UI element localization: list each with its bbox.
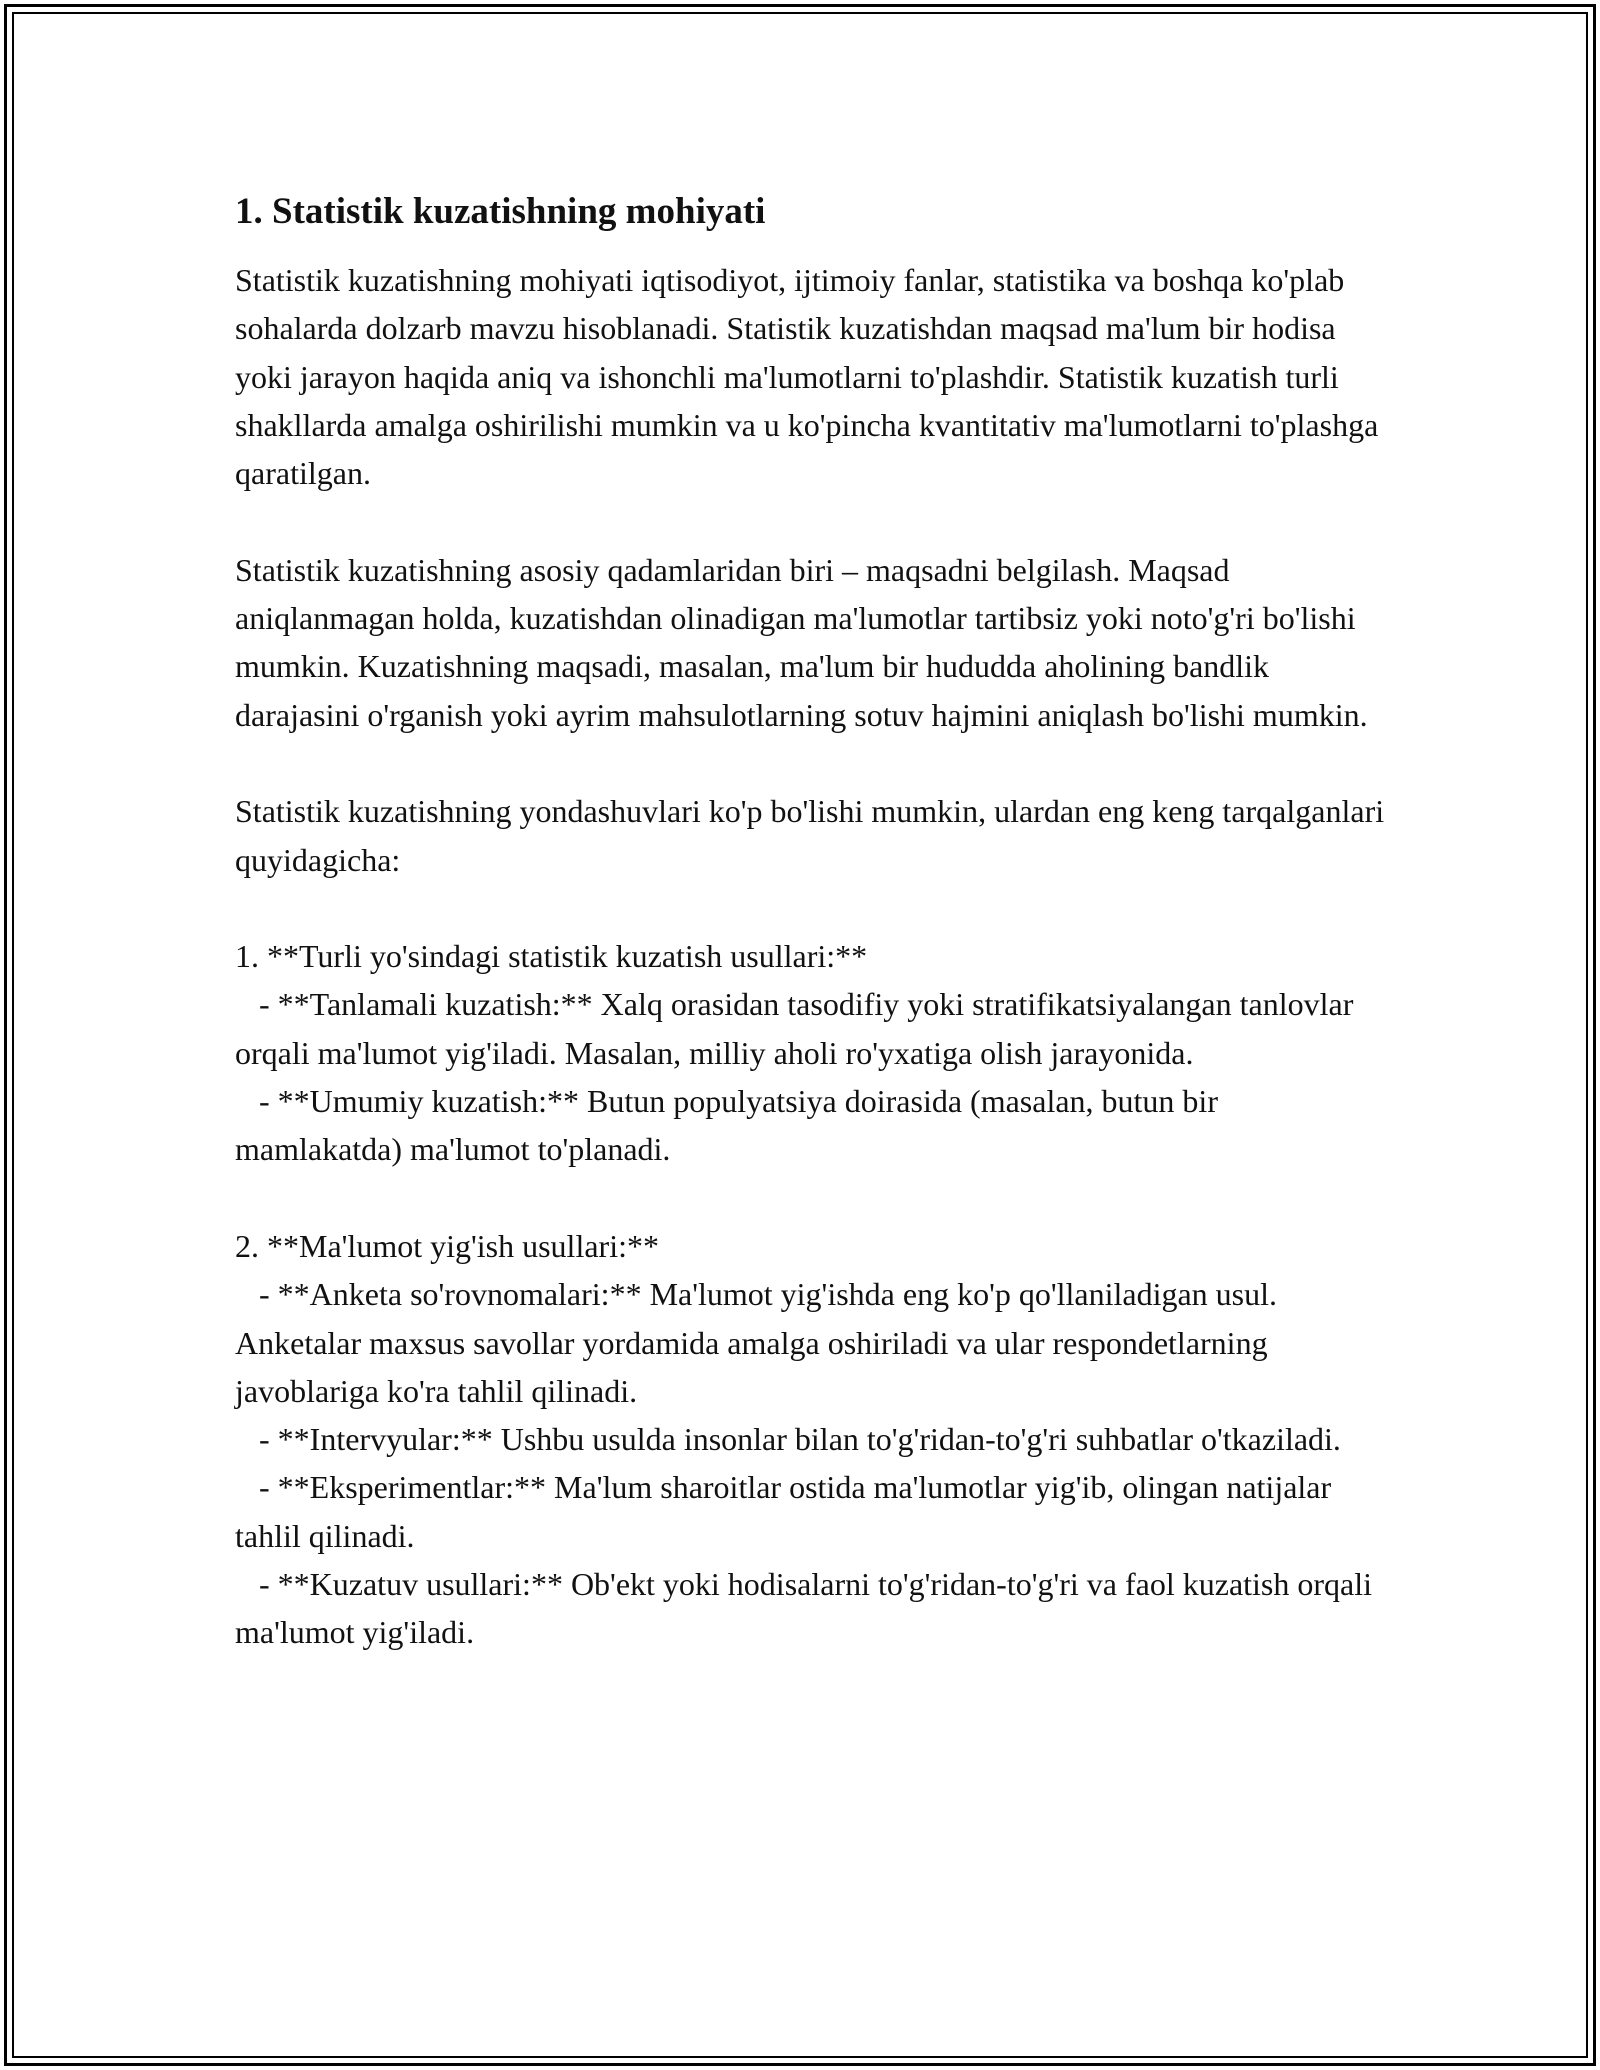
- section-heading: 1. Statistik kuzatishning mohiyati: [235, 191, 766, 232]
- list-item: - **Tanlamali kuzatish:** Xalq orasidan tasodifiy yoki stratifikatsiyalangan tanlovlar orqali ma'lumot yig'iladi. Masalan, milliy aholi ro'yxatiga olish jarayonida.: [235, 986, 1362, 1071]
- list-data-collection-methods: [235, 1222, 1385, 1657]
- paragraph-approaches: Statistik kuzatishning yondashuvlari ko'p bo'lishi mumkin, ulardan eng keng tarqalganlari quyidagicha:: [235, 793, 1385, 878]
- paragraph-spacer: [235, 1174, 1385, 1222]
- list-item: - **Umumiy kuzatish:** Butun populyatsiya doirasida (masalan, butun bir mamlakatda) ma'lumot to'planadi.: [235, 1083, 1226, 1168]
- list-title: 2. **Ma'lumot yig'ish usullari:**: [235, 1227, 659, 1264]
- paragraph-spacer: [235, 884, 1385, 932]
- list-observation-methods: [235, 932, 1385, 1173]
- list-item: - **Intervyular:** Ushbu usulda insonlar bilan to'g'ridan-to'g'ri suhbatlar o'tkaziladi.: [235, 1421, 1341, 1458]
- paragraph-goal: Statistik kuzatishning asosiy qadamlaridan biri – maqsadni belgilash. Maqsad aniqlanmagan holda, kuzatishdan olinadigan ma'lumotlar tartibsiz yoki noto'g'ri bo'lishi mumkin. Kuzatishning maqsadi, masalan, ma'lum bir hududda aholining bandlik darajasini o'rganish yoki ayrim mahsulotlarning sotuv hajmini aniqlash bo'lishi mumkin.: [235, 551, 1368, 733]
- list-title: 1. **Turli yo'sindagi statistik kuzatish usullari:**: [235, 938, 868, 975]
- paragraph-intro: Statistik kuzatishning mohiyati iqtisodiyot, ijtimoiy fanlar, statistika va boshqa ko'plab sohalarda dolzarb mavzu hisoblanadi. Statistik kuzatishdan maqsad ma'lum bir hodisa yoki jarayon haqida aniq va ishonchli ma'lumotlarni to'plashdir. Statistik kuzatish turli shakllarda amalga oshirilishi mumkin va u ko'pincha kvantitativ ma'lumotlarni to'plashga qaratilgan.: [235, 262, 1379, 492]
- paragraph-spacer: [235, 497, 1385, 545]
- paragraph-spacer: [235, 739, 1385, 787]
- list-item: - **Eksperimentlar:** Ma'lum sharoitlar ostida ma'lumotlar yig'ib, olingan natijalar tahlil qilinadi.: [235, 1469, 1340, 1554]
- list-item: - **Anketa so'rovnomalari:** Ma'lumot yig'ishda eng ko'p qo'llaniladigan usul. Anketalar maxsus savollar yordamida amalga oshiriladi va ular respondetlarning javoblariga ko'ra tahlil qilinadi.: [235, 1276, 1284, 1409]
- list-item: - **Kuzatuv usullari:** Ob'ekt yoki hodisalarni to'g'ridan-to'g'ri va faol kuzatish orqali ma'lumot yig'iladi.: [235, 1566, 1381, 1651]
- document-body: [235, 188, 1385, 1657]
